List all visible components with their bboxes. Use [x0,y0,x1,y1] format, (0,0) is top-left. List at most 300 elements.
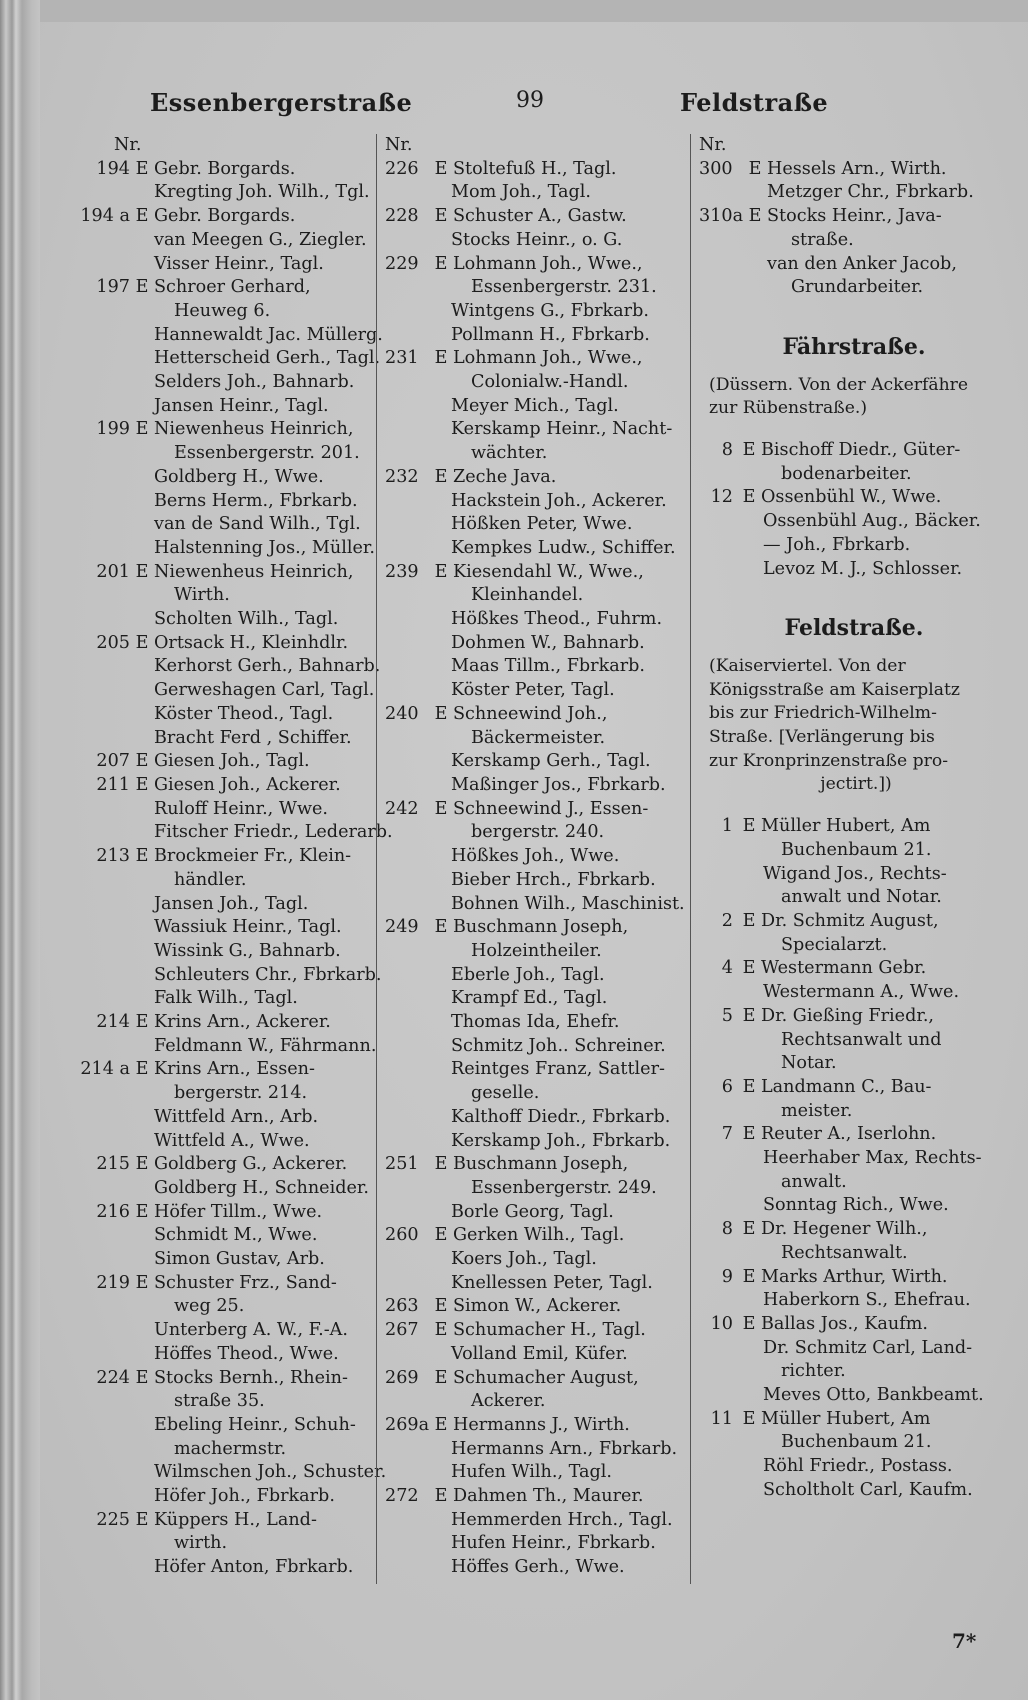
owner-marker: E [135,846,149,867]
resident-line: Goldberg H., Wwe. [154,466,324,487]
resident-name: Ballas Jos., Kaufm. [761,1313,928,1334]
directory-entry [699,1408,1009,1503]
column-2 [376,134,685,1584]
resident-line: Haberkorn S., Ehefrau. [763,1290,971,1311]
resident-line: Stocks Heinr., o. G. [451,229,623,250]
resident-name: Stocks Bernh., Rhein- [154,1367,348,1388]
house-number: 194 [96,158,130,179]
house-number: 272 [385,1486,419,1507]
continuation-line: Heuweg 6. [174,300,271,321]
continuation-line: geselle. [471,1083,540,1104]
house-number: 194 a [80,206,130,227]
resident-name: Brockmeier Fr., Klein- [154,846,352,867]
resident-name: Höfer Tillm., Wwe. [154,1201,323,1222]
resident-line: Mom Joh., Tagl. [451,182,591,203]
directory-entry [78,276,394,418]
entry-main-line [385,703,685,727]
owner-marker: E [135,1272,149,1293]
continuation-line: anwalt. [781,1171,847,1192]
entry-main-line [699,1123,1009,1147]
owner-marker: E [742,958,756,979]
resident-line: Wittfeld A., Wwe. [154,1130,310,1151]
directory-entry [699,1076,1009,1123]
resident-line: Gerweshagen Carl, Tagl. [154,680,375,701]
resident-line: Selders Joh., Bahnarb. [154,372,355,393]
description-line: Königsstraße am Kaiserplatz [709,679,960,700]
description-line: zur Kronprinzenstraße pro- [709,750,949,771]
house-number: 214 [96,1012,130,1033]
number-column-label: Nr. [385,135,413,155]
owner-marker: E [748,158,762,179]
directory-entry [385,561,685,703]
resident-line: Höffes Gerh., Wwe. [451,1557,625,1578]
description-line: jectirt.]) [820,774,892,795]
directory-entry [78,158,394,205]
owner-marker: E [434,1154,448,1175]
resident-name: Kiesendahl W., Wwe., [453,561,644,582]
house-number: 224 [96,1367,130,1388]
resident-name: Zeche Java. [453,466,557,487]
owner-marker: E [434,206,448,227]
entry-main-line [78,1272,394,1296]
entry-main-line [385,561,685,585]
resident-line: Unterberg A. W., F.-A. [154,1320,348,1341]
resident-line: Wigand Jos., Rechts- [763,863,947,884]
resident-name: Hermanns J., Wirth. [453,1414,630,1435]
owner-marker: E [135,158,149,179]
continuation-line: Holzeintheiler. [471,940,602,961]
entry-main-line [699,1408,1009,1432]
directory-entry [385,1319,685,1366]
entry-main-line [699,158,1009,182]
resident-line: Höfer Joh., Fbrkarb. [154,1486,335,1507]
description-line: zur Rübenstraße.) [709,398,868,419]
directory-entry [78,1011,394,1058]
directory-entry [78,1201,394,1272]
house-number: 228 [385,206,419,227]
entry-main-line [78,1011,394,1035]
resident-line: Wissink G., Bahnarb. [154,940,341,961]
owner-marker: E [434,703,448,724]
entry-main-line [78,774,394,798]
street-heading: Feldstraße. [784,615,924,642]
owner-marker: E [434,1414,448,1435]
resident-line: Ruloff Heinr., Wwe. [154,798,329,819]
owner-marker: E [135,206,149,227]
resident-line: Wittfeld Arn., Arb. [154,1106,319,1127]
continuation-line: händler. [174,869,247,890]
house-number: 10 [710,1313,733,1334]
resident-name: Ossenbühl W., Wwe. [761,487,942,508]
directory-entry [78,418,394,560]
directory-entry [78,774,394,845]
owner-marker: E [135,277,149,298]
entry-main-line [699,1313,1009,1337]
house-number: 229 [385,253,419,274]
entry-main-line [699,957,1009,981]
entry-main-line [699,205,1009,229]
resident-line: Dohmen W., Bahnarb. [451,632,645,653]
entry-main-line [385,1367,685,1391]
directory-entry [78,1509,394,1580]
continuation-line: Kleinhandel. [471,585,584,606]
resident-name: Hessels Arn., Wirth. [767,158,947,179]
resident-name: Müller Hubert, Am [761,816,931,837]
resident-name: Schneewind J., Essen- [453,798,649,819]
description-line: bis zur Friedrich-Wilhelm- [709,703,937,724]
resident-line: — Joh., Fbrkarb. [763,534,911,555]
continuation-line: Essenbergerstr. 249. [471,1177,657,1198]
resident-name: Dr. Gießing Friedr., [761,1005,935,1026]
resident-line: Maas Tillm., Fbrkarb. [451,656,645,677]
owner-marker: E [135,751,149,772]
owner-marker: E [742,1124,756,1145]
house-number: 214 a [80,1059,130,1080]
resident-name: Ortsack H., Kleinhdlr. [154,632,349,653]
resident-name: Reuter A., Iserlohn. [761,1124,937,1145]
resident-line: Feldmann W., Fährmann. [154,1035,377,1056]
column-top-block [699,134,1009,300]
column-top-block [385,134,685,1580]
owner-marker: E [434,158,448,179]
entry-main-line [78,561,394,585]
house-number: 9 [721,1266,733,1287]
entry-main-line [78,418,394,442]
directory-entry [699,910,1009,957]
directory-entry [385,1367,685,1414]
owner-marker: E [434,1486,448,1507]
owner-marker: E [742,1076,756,1097]
owner-marker: E [434,348,448,369]
owner-marker: E [742,1266,756,1287]
resident-line: van den Anker Jacob, [767,253,957,274]
house-number: 260 [385,1225,419,1246]
directory-entry [699,486,1009,581]
directory-entry [385,466,685,561]
directory-entry [78,1153,394,1200]
owner-marker: E [135,1059,149,1080]
resident-line: Koers Joh., Tagl. [451,1249,597,1270]
resident-line: Kerhorst Gerh., Bahnarb. [154,656,381,677]
resident-line: Hackstein Joh., Ackerer. [451,490,667,511]
resident-line: Halstenning Jos., Müller. [154,537,375,558]
entry-main-line [78,1153,394,1177]
resident-line: Maßinger Jos., Fbrkarb. [451,774,666,795]
resident-line: Kalthoff Diedr., Fbrkarb. [451,1106,671,1127]
entry-main-line [78,1509,394,1533]
continuation-line: Wirth. [174,585,230,606]
resident-name: Küppers H., Land- [154,1509,317,1530]
continuation-line: Buchenbaum 21. [781,1432,932,1453]
continuation-line: machermstr. [174,1438,287,1459]
directory-entry [78,1058,394,1153]
entry-main-line [78,750,394,774]
continuation-line: weg 25. [174,1296,245,1317]
resident-line: Thomas Ida, Ehefr. [451,1012,620,1033]
owner-marker: E [434,1225,448,1246]
entry-main-line [78,276,394,300]
resident-line: Borle Georg, Tagl. [451,1201,614,1222]
resident-line: Kerskamp Joh., Fbrkarb. [451,1130,671,1151]
entry-main-line [385,916,685,940]
entry-main-line [385,1153,685,1177]
continuation-line: bergerstr. 214. [174,1083,308,1104]
directory-entry [78,750,394,774]
resident-line: Jansen Heinr., Tagl. [154,395,329,416]
resident-line: Hufen Heinr., Fbrkarb. [451,1533,656,1554]
owner-marker: E [434,253,448,274]
continuation-line: wächter. [471,443,548,464]
resident-name: Krins Arn., Essen- [154,1059,315,1080]
house-number: 269 [385,1367,419,1388]
house-number: 199 [96,419,130,440]
resident-name: Gebr. Borgards. [154,158,296,179]
directory-entry [699,439,1009,486]
entry-main-line [385,205,685,229]
house-number: 2 [721,910,733,931]
resident-line: Sonntag Rich., Wwe. [763,1195,949,1216]
owner-marker: E [434,917,448,938]
resident-line: Bracht Ferd , Schiffer. [154,727,352,748]
resident-name: Lohmann Joh., Wwe., [453,253,643,274]
continuation-line: wirth. [174,1533,228,1554]
resident-line: Ebeling Heinr., Schuh- [154,1414,356,1435]
resident-line: Reintges Franz, Sattler- [451,1059,665,1080]
continuation-line: richter. [781,1361,846,1382]
street-description [699,655,1009,797]
house-number: 232 [385,466,419,487]
directory-entry [699,1313,1009,1408]
resident-name: Stoltefuß H., Tagl. [453,158,617,179]
directory-entry [385,347,685,466]
directory-entry [385,916,685,1153]
house-number: 1 [721,816,733,837]
column-3 [690,134,1009,1584]
resident-line: Höfer Anton, Fbrkarb. [154,1557,354,1578]
continuation-line: Colonialw.-Handl. [471,372,629,393]
owner-marker: E [135,419,149,440]
continuation-line: Rechtsanwalt und [781,1029,942,1050]
resident-name: Schuster A., Gastw. [453,206,627,227]
house-number: 8 [721,1219,733,1240]
column-1 [78,134,394,1580]
house-number: 225 [96,1509,130,1530]
resident-name: Marks Arthur, Wirth. [761,1266,948,1287]
entry-main-line [78,1367,394,1391]
house-number: 201 [96,561,130,582]
resident-name: Simon W., Ackerer. [453,1296,622,1317]
entry-main-line [78,1058,394,1082]
house-number: 310a [699,206,744,227]
resident-line: van de Sand Wilh., Tgl. [154,514,361,535]
resident-name: Giesen Joh., Ackerer. [154,774,341,795]
resident-name: Bischoff Diedr., Güter- [761,440,961,461]
resident-name: Stocks Heinr., Java- [767,206,942,227]
owner-marker: E [742,816,756,837]
house-number: 6 [721,1076,733,1097]
resident-name: Buschmann Joseph, [453,1154,629,1175]
book-binding-edge [0,0,40,1700]
house-number: 240 [385,703,419,724]
owner-marker: E [135,1154,149,1175]
entry-main-line [78,845,394,869]
continuation-line: Notar. [781,1053,837,1074]
entry-main-line [78,632,394,656]
resident-name: Dr. Schmitz August, [761,910,939,931]
house-number: 231 [385,348,419,369]
directory-entry [385,1224,685,1295]
resident-name: Niewenheus Heinrich, [154,419,354,440]
directory-entry [699,1266,1009,1313]
owner-marker: E [135,1367,149,1388]
entry-main-line [699,1266,1009,1290]
entry-main-line [699,486,1009,510]
directory-entry [385,703,685,798]
directory-entry [699,815,1009,910]
resident-line: Kempkes Ludw., Schiffer. [451,537,676,558]
continuation-line: Specialarzt. [781,934,888,955]
resident-name: Dahmen Th., Maurer. [453,1486,644,1507]
resident-line: Falk Wilh., Tagl. [154,988,298,1009]
directory-entry [78,1272,394,1367]
directory-entry [385,1153,685,1224]
house-number: 216 [96,1201,130,1222]
house-number: 242 [385,798,419,819]
resident-name: Dr. Hegener Wilh., [761,1219,928,1240]
directory-entry [78,845,394,1011]
resident-line: Pollmann H., Fbrkarb. [451,324,650,345]
resident-name: Schuster Frz., Sand- [154,1272,337,1293]
owner-marker: E [742,1005,756,1026]
entry-main-line [385,347,685,371]
owner-marker: E [434,1320,448,1341]
owner-marker: E [135,1012,149,1033]
resident-line: Hannewaldt Jac. Müllerg. [154,324,383,345]
entry-main-line [385,1295,685,1319]
resident-line: Hemmerden Hrch., Tagl. [451,1509,673,1530]
house-number: 205 [96,632,130,653]
owner-marker: E [742,487,756,508]
entry-main-line [385,466,685,490]
resident-line: Hufen Wilh., Tagl. [451,1462,612,1483]
house-number: 251 [385,1154,419,1175]
resident-name: Lohmann Joh., Wwe., [453,348,643,369]
resident-line: Berns Herm., Fbrkarb. [154,490,358,511]
directory-entry [699,957,1009,1004]
house-number: 12 [710,487,733,508]
resident-name: Landmann C., Bau- [761,1076,932,1097]
house-number: 239 [385,561,419,582]
house-number: 7 [721,1124,733,1145]
house-number: 11 [710,1408,733,1429]
house-number: 300 [699,158,733,179]
entry-main-line [78,1201,394,1225]
owner-marker: E [434,1367,448,1388]
entry-main-line [78,158,394,182]
house-number: 213 [96,846,130,867]
house-number: 263 [385,1296,419,1317]
resident-line: Schmidt M., Wwe. [154,1225,318,1246]
house-number: 5 [721,1005,733,1026]
resident-name: Goldberg G., Ackerer. [154,1154,348,1175]
house-number: 215 [96,1154,130,1175]
house-number: 269a [385,1414,430,1435]
resident-line: Kerskamp Gerh., Tagl. [451,751,651,772]
directory-entry [699,1218,1009,1265]
directory-entry [78,632,394,751]
resident-line: Hößken Peter, Wwe. [451,514,633,535]
directory-entry [78,205,394,276]
house-number: 197 [96,277,130,298]
resident-line: Kregting Joh. Wilh., Tgl. [154,182,370,203]
owner-marker: E [135,1201,149,1222]
directory-entry [699,158,1009,205]
entry-main-line [385,798,685,822]
resident-line: Visser Heinr., Tagl. [154,253,324,274]
directory-entry [699,1005,1009,1076]
owner-marker: E [135,774,149,795]
resident-line: Meves Otto, Bankbeamt. [763,1385,984,1406]
directory-entry [699,205,1009,300]
owner-marker: E [742,440,756,461]
continuation-line: meister. [781,1100,853,1121]
resident-line: Wintgens G., Fbrkarb. [451,300,649,321]
resident-line: Hößkes Theod., Fuhrm. [451,609,663,630]
directory-entry [385,1295,685,1319]
resident-line: Schmitz Joh.. Schreiner. [451,1035,666,1056]
resident-name: Schneewind Joh., [453,703,608,724]
description-line: Straße. [Verlängerung bis [709,727,935,748]
resident-line: Scholtholt Carl, Kaufm. [763,1479,973,1500]
resident-line: Hößkes Joh., Wwe. [451,846,620,867]
continuation-line: straße. [791,229,854,250]
resident-name: Westermann Gebr. [761,958,927,979]
resident-name: Schroer Gerhard, [154,277,311,298]
resident-line: Levoz M. J., Schlosser. [763,558,963,579]
entry-main-line [78,205,394,229]
entry-main-line [699,815,1009,839]
resident-name: Müller Hubert, Am [761,1408,931,1429]
resident-line: Simon Gustav, Arb. [154,1249,325,1270]
resident-line: Dr. Schmitz Carl, Land- [763,1337,973,1358]
resident-name: Niewenheus Heinrich, [154,561,354,582]
continuation-line: Essenbergerstr. 201. [174,443,360,464]
resident-line: Köster Theod., Tagl. [154,703,334,724]
entry-main-line [385,1414,685,1438]
continuation-line: bergerstr. 240. [471,822,605,843]
entry-main-line [699,1005,1009,1029]
resident-line: Metzger Chr., Fbrkarb. [767,182,974,203]
description-line: (Kaiserviertel. Von der [709,655,906,676]
entry-main-line [699,1076,1009,1100]
running-head-left: Essenbergerstraße [150,88,413,117]
owner-marker: E [135,632,149,653]
continuation-line: Grundarbeiter. [791,277,924,298]
continuation-line: Ackerer. [471,1391,546,1412]
resident-line: Volland Emil, Küfer. [451,1343,628,1364]
resident-line: Kerskamp Heinr., Nacht- [451,419,673,440]
continuation-line: bodenarbeiter. [781,463,912,484]
resident-line: van Meegen G., Ziegler. [154,229,367,250]
continuation-line: anwalt und Notar. [781,887,942,908]
house-number: 4 [721,958,733,979]
number-column-label: Nr. [699,135,727,155]
column-top-block [78,134,394,1580]
description-line: (Düssern. Von der Ackerfähre [709,374,969,395]
continuation-line: Essenbergerstr. 231. [471,277,657,298]
resident-line: Scholten Wilh., Tagl. [154,609,339,630]
directory-page [40,22,1028,1700]
